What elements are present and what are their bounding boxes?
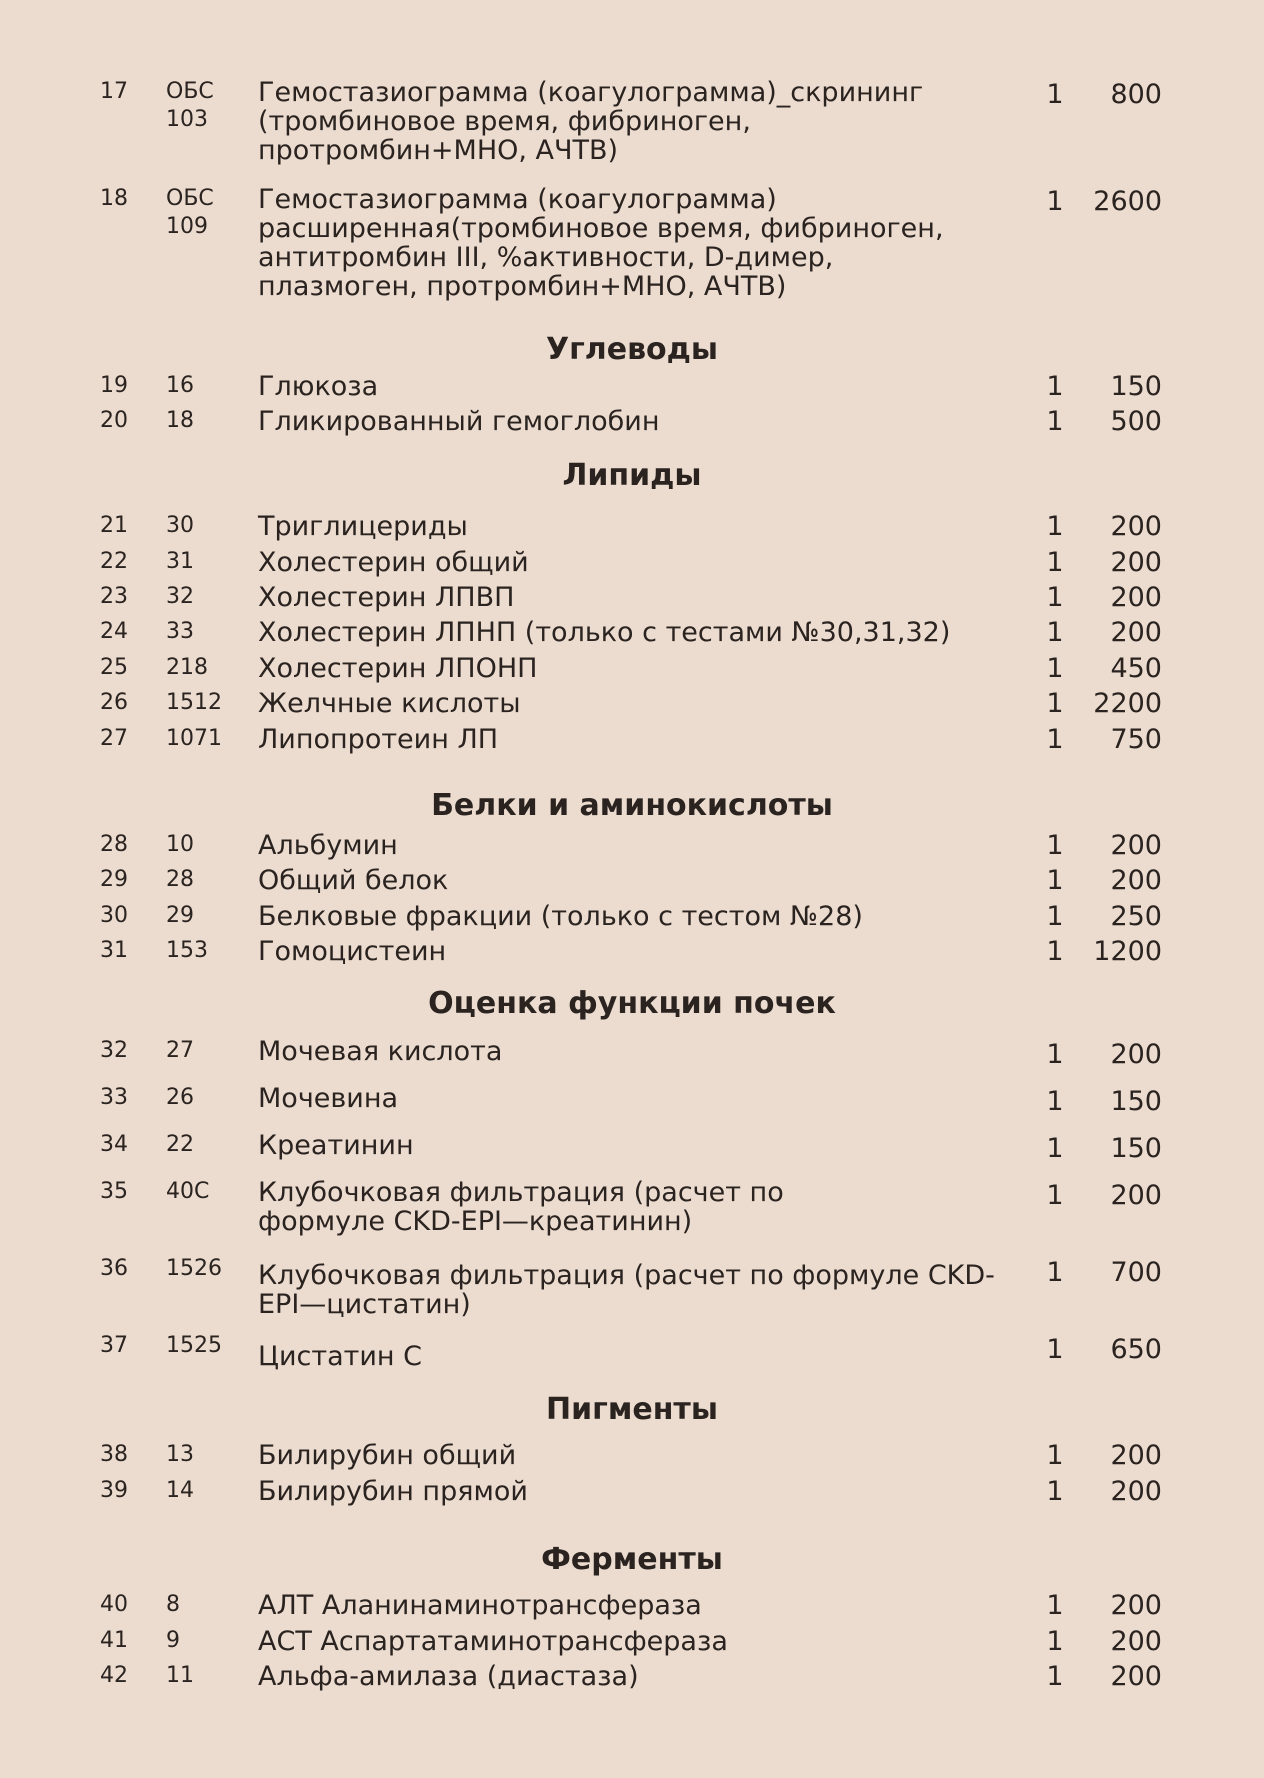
table-row	[0, 866, 1264, 906]
price: 800	[1110, 79, 1162, 110]
table-row	[0, 654, 1264, 694]
price: 200	[1110, 1440, 1162, 1471]
quantity: 1	[1046, 79, 1064, 110]
price: 2200	[1093, 688, 1162, 719]
test-name: Гемостазиограмма (коагулограмма) расширенная(тромбиновое время, фибриноген, антитромбин III, %активности, D-димер, плазмоген, протромбин+МНО, АЧТВ)	[258, 184, 944, 302]
row-number: 37	[100, 1333, 128, 1358]
test-name: Липопротеин ЛП	[258, 724, 499, 755]
test-name: АЛТ Аланинаминотрансфераза	[258, 1590, 702, 1621]
test-code: ОБС 109	[166, 186, 214, 239]
quantity: 1	[1046, 547, 1064, 578]
row-number: 30	[100, 903, 128, 928]
row-number: 33	[100, 1085, 128, 1110]
test-code: 16	[166, 373, 194, 398]
table-row	[0, 618, 1264, 658]
test-name: Клубочковая фильтрация (расчет по формуле CKD-EPI—цистатин)	[258, 1260, 995, 1320]
row-number: 23	[100, 584, 128, 609]
table-row	[0, 1084, 1264, 1124]
price: 1200	[1093, 936, 1162, 967]
price: 200	[1110, 1476, 1162, 1507]
price: 200	[1110, 511, 1162, 542]
test-code: 8	[166, 1592, 180, 1617]
quantity: 1	[1046, 1257, 1064, 1288]
test-code: 153	[166, 938, 208, 963]
test-code: 11	[166, 1663, 194, 1688]
price: 2600	[1093, 186, 1162, 217]
row-number: 26	[100, 690, 128, 715]
row-number: 32	[100, 1038, 128, 1063]
row-number: 21	[100, 513, 128, 538]
test-code: ОБС 103	[166, 79, 214, 132]
table-row	[0, 1131, 1264, 1171]
quantity: 1	[1046, 511, 1064, 542]
row-number: 29	[100, 867, 128, 892]
row-number: 34	[100, 1132, 128, 1157]
table-row	[0, 831, 1264, 871]
test-code: 28	[166, 867, 194, 892]
test-code: 13	[166, 1442, 194, 1467]
test-code: 218	[166, 655, 208, 680]
quantity: 1	[1046, 1440, 1064, 1471]
row-number: 40	[100, 1592, 128, 1617]
test-name: Билирубин общий	[258, 1440, 517, 1471]
test-code: 26	[166, 1085, 194, 1110]
row-number: 17	[100, 79, 128, 104]
section-title: Углеводы	[545, 332, 719, 367]
test-code: 40С	[166, 1179, 210, 1204]
row-number: 24	[100, 619, 128, 644]
price: 200	[1110, 1039, 1162, 1070]
quantity: 1	[1046, 1590, 1064, 1621]
price: 500	[1110, 406, 1162, 437]
test-code: 31	[166, 549, 194, 574]
row-number: 38	[100, 1442, 128, 1467]
table-row	[0, 1477, 1264, 1517]
test-name: Мочевина	[258, 1083, 399, 1114]
test-name: Альбумин	[258, 830, 398, 861]
quantity: 1	[1046, 936, 1064, 967]
row-number: 25	[100, 655, 128, 680]
test-name: Гомоцистеин	[258, 936, 447, 967]
row-number: 41	[100, 1628, 128, 1653]
test-code: 29	[166, 903, 194, 928]
table-row	[0, 512, 1264, 552]
test-name: Общий белок	[258, 865, 449, 896]
price: 200	[1110, 865, 1162, 896]
price: 200	[1110, 1180, 1162, 1211]
row-number: 36	[100, 1256, 128, 1281]
row-number: 42	[100, 1663, 128, 1688]
table-row	[0, 1662, 1264, 1702]
test-name: Гемостазиограмма (коагулограмма)_скрининг (тромбиновое время, фибриноген, протромбин+МНО, АЧТВ)	[258, 77, 924, 166]
test-name: Триглицериды	[258, 511, 468, 542]
row-number: 18	[100, 186, 128, 211]
test-name: Гликированный гемоглобин	[258, 406, 660, 437]
table-row	[0, 1255, 1264, 1325]
quantity: 1	[1046, 653, 1064, 684]
price: 700	[1110, 1257, 1162, 1288]
quantity: 1	[1046, 1039, 1064, 1070]
test-name: Мочевая кислота	[258, 1036, 503, 1067]
test-code: 33	[166, 619, 194, 644]
test-code: 22	[166, 1132, 194, 1157]
quantity: 1	[1046, 371, 1064, 402]
price: 200	[1110, 1626, 1162, 1657]
table-row	[0, 689, 1264, 729]
quantity: 1	[1046, 865, 1064, 896]
table-row	[0, 1441, 1264, 1481]
test-code: 1512	[166, 690, 222, 715]
price: 150	[1110, 1133, 1162, 1164]
row-number: 39	[100, 1478, 128, 1503]
quantity: 1	[1046, 688, 1064, 719]
test-name: Желчные кислоты	[258, 688, 521, 719]
row-number: 27	[100, 726, 128, 751]
quantity: 1	[1046, 1133, 1064, 1164]
price: 750	[1110, 724, 1162, 755]
section-title: Оценка функции почек	[428, 986, 836, 1021]
table-row	[0, 407, 1264, 447]
quantity: 1	[1046, 1180, 1064, 1211]
test-name: АСТ Аспартатаминотрансфераза	[258, 1626, 728, 1657]
price: 250	[1110, 901, 1162, 932]
test-code: 1526	[166, 1256, 222, 1281]
test-code: 14	[166, 1478, 194, 1503]
test-code: 1071	[166, 726, 222, 751]
test-name: Альфа-амилаза (диастаза)	[258, 1661, 639, 1692]
quantity: 1	[1046, 1086, 1064, 1117]
table-row	[0, 1178, 1264, 1248]
table-row	[0, 1332, 1264, 1372]
table-row	[0, 548, 1264, 588]
price: 200	[1110, 1590, 1162, 1621]
quantity: 1	[1046, 724, 1064, 755]
quantity: 1	[1046, 1334, 1064, 1365]
price: 200	[1110, 830, 1162, 861]
row-number: 22	[100, 549, 128, 574]
row-number: 35	[100, 1179, 128, 1204]
price: 150	[1110, 1086, 1162, 1117]
quantity: 1	[1046, 1476, 1064, 1507]
test-code: 30	[166, 513, 194, 538]
test-name: Холестерин ЛПВП	[258, 582, 515, 613]
test-name: Глюкоза	[258, 371, 379, 402]
table-row	[0, 1037, 1264, 1077]
table-row	[0, 1591, 1264, 1631]
test-name: Холестерин общий	[258, 547, 529, 578]
price: 200	[1110, 617, 1162, 648]
test-name: Креатинин	[258, 1130, 414, 1161]
quantity: 1	[1046, 1626, 1064, 1657]
price: 200	[1110, 1661, 1162, 1692]
test-code: 9	[166, 1628, 180, 1653]
section-title: Белки и аминокислоты	[431, 788, 833, 823]
quantity: 1	[1046, 830, 1064, 861]
test-name: Клубочковая фильтрация (расчет по формуле CKD-EPI—креатинин)	[258, 1177, 784, 1237]
test-name: Холестерин ЛПНП (только с тестами №30,31,32)	[258, 617, 951, 648]
quantity: 1	[1046, 901, 1064, 932]
price: 200	[1110, 582, 1162, 613]
table-row	[0, 902, 1264, 942]
test-code: 27	[166, 1038, 194, 1063]
quantity: 1	[1046, 186, 1064, 217]
test-code: 18	[166, 408, 194, 433]
row-number: 19	[100, 373, 128, 398]
table-row	[0, 725, 1264, 765]
test-code: 32	[166, 584, 194, 609]
quantity: 1	[1046, 582, 1064, 613]
test-code: 10	[166, 832, 194, 857]
price: 650	[1110, 1334, 1162, 1365]
row-number: 28	[100, 832, 128, 857]
price: 200	[1110, 547, 1162, 578]
section-title: Пигменты	[546, 1392, 718, 1427]
table-row	[0, 185, 1264, 350]
row-number: 20	[100, 408, 128, 433]
quantity: 1	[1046, 617, 1064, 648]
price: 150	[1110, 371, 1162, 402]
test-name: Билирубин прямой	[258, 1476, 528, 1507]
table-row	[0, 937, 1264, 977]
section-title: Ферменты	[541, 1542, 723, 1577]
quantity: 1	[1046, 1661, 1064, 1692]
quantity: 1	[1046, 406, 1064, 437]
price: 450	[1110, 653, 1162, 684]
test-name: Белковые фракции (только с тестом №28)	[258, 901, 863, 932]
test-code: 1525	[166, 1333, 222, 1358]
section-title: Липиды	[562, 458, 702, 493]
test-name: Холестерин ЛПОНП	[258, 653, 538, 684]
test-name: Цистатин С	[258, 1341, 422, 1372]
row-number: 31	[100, 938, 128, 963]
